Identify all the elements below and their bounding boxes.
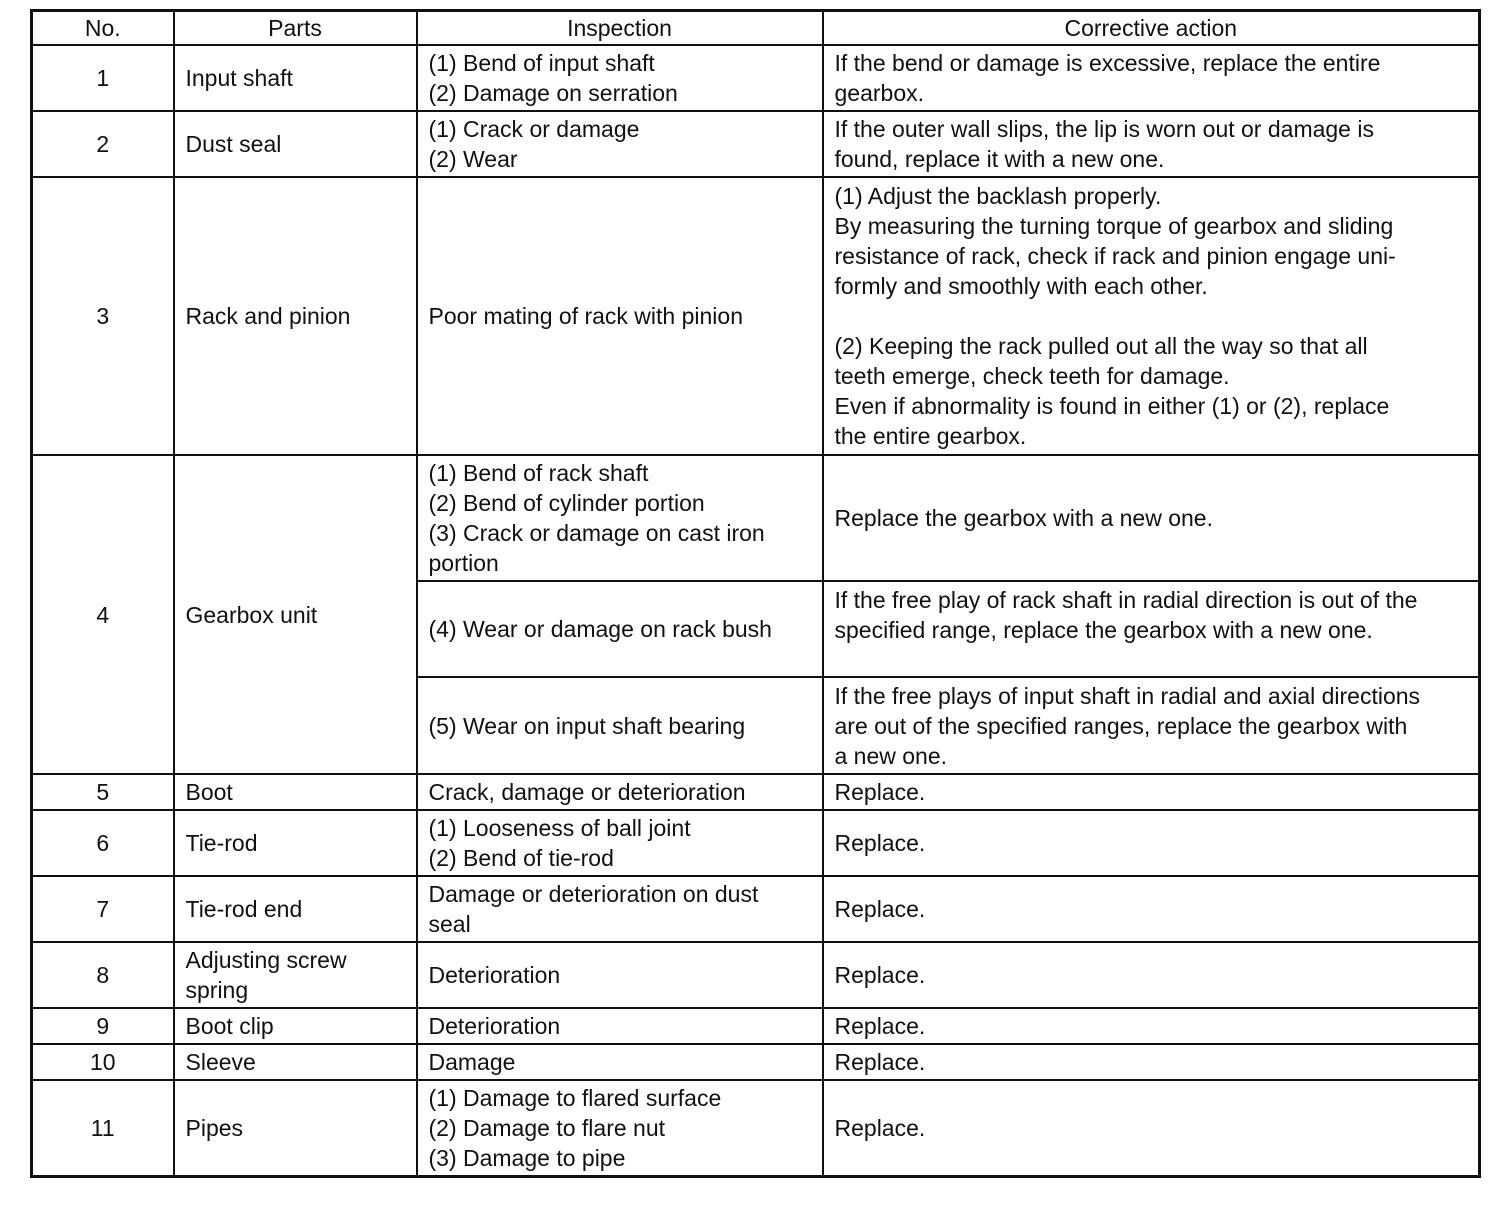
action-line: Even if abnormality is found in either (1) or (2), replace xyxy=(834,393,1390,419)
inspection-cell xyxy=(417,1008,823,1044)
header-row xyxy=(32,11,1480,46)
action-line: specified range, replace the gearbox with a new one. xyxy=(834,617,1373,643)
header-no: No. xyxy=(32,11,174,46)
inspection-line: Damage xyxy=(428,1049,516,1075)
header-inspection: Inspection xyxy=(417,11,823,46)
inspection-cell xyxy=(417,942,823,1008)
action-line: Replace. xyxy=(834,962,926,988)
action-line: If the bend or damage is excessive, replace the entire xyxy=(834,50,1381,76)
action-cell xyxy=(823,942,1480,1008)
action-cell xyxy=(823,876,1480,942)
inspection-line: seal xyxy=(428,911,471,937)
action-line: found, replace it with a new one. xyxy=(834,146,1165,172)
inspection-cell xyxy=(417,810,823,876)
row-number: 9 xyxy=(32,1008,174,1044)
part-name: Rack and pinion xyxy=(174,177,417,455)
action-line: Replace. xyxy=(834,1013,926,1039)
action-line: Replace. xyxy=(834,1114,926,1141)
inspection-cell xyxy=(417,1044,823,1080)
inspection-line: Poor mating of rack with pinion xyxy=(428,303,743,329)
action-cell xyxy=(823,1080,1480,1176)
action-line: (2) Keeping the rack pulled out all the way so that all xyxy=(834,333,1368,359)
row-number: 4 xyxy=(32,455,174,774)
table-row xyxy=(32,1080,1480,1176)
row-number: 2 xyxy=(32,111,174,177)
table-row xyxy=(32,455,1480,581)
inspection-line: (2) Damage to flare nut xyxy=(428,1114,666,1141)
part-name-line: Adjusting screw xyxy=(185,947,347,973)
action-line: formly and smoothly with each other. xyxy=(834,273,1208,299)
inspection-cell xyxy=(417,177,823,455)
inspection-cell xyxy=(417,677,823,774)
table-row xyxy=(32,1008,1480,1044)
inspection-line: (2) Bend of cylinder portion xyxy=(428,490,705,516)
row-number: 1 xyxy=(32,45,174,111)
action-line: If the outer wall slips, the lip is worn out or damage is xyxy=(834,116,1374,142)
action-line: gearbox. xyxy=(834,80,925,106)
action-line: Replace. xyxy=(834,1049,926,1075)
part-name-line: spring xyxy=(185,977,249,1003)
inspection-line: (3) Crack or damage on cast iron xyxy=(428,520,765,546)
action-line: Replace. xyxy=(834,896,926,922)
inspection-table-container xyxy=(30,9,1478,1178)
inspection-cell xyxy=(417,45,823,111)
part-name: Tie-rod end xyxy=(174,876,417,942)
row-number: 10 xyxy=(32,1044,174,1080)
inspection-line: (5) Wear on input shaft bearing xyxy=(428,712,746,739)
part-name: Pipes xyxy=(174,1080,417,1176)
table-row xyxy=(32,111,1480,177)
action-line: Replace the gearbox with a new one. xyxy=(834,505,1213,531)
inspection-cell xyxy=(417,581,823,677)
action-line: a new one. xyxy=(834,742,948,769)
table-row xyxy=(32,177,1480,455)
action-line: Replace. xyxy=(834,830,926,856)
action-cell xyxy=(823,177,1480,455)
action-line: (1) Adjust the backlash properly. xyxy=(834,183,1162,209)
paragraph-gap xyxy=(835,301,1470,331)
inspection-line: (1) Bend of rack shaft xyxy=(428,460,649,486)
inspection-line: (1) Bend of input shaft xyxy=(428,50,655,76)
inspection-line: portion xyxy=(428,550,499,576)
part-name: Dust seal xyxy=(174,111,417,177)
inspection-line: (2) Damage on serration xyxy=(428,80,678,106)
inspection-line: Deterioration xyxy=(428,962,561,988)
inspection-cell xyxy=(417,111,823,177)
action-cell xyxy=(823,455,1480,581)
action-line: If the free plays of input shaft in radial and axial directions xyxy=(834,682,1421,709)
part-name: Sleeve xyxy=(174,1044,417,1080)
part-name: Boot xyxy=(174,774,417,810)
header-corrective-action: Corrective action xyxy=(823,11,1480,46)
inspection-line: Damage or deterioration on dust xyxy=(428,881,759,907)
header-parts: Parts xyxy=(174,11,417,46)
inspection-cell xyxy=(417,455,823,581)
action-line: resistance of rack, check if rack and pinion engage uni- xyxy=(834,243,1396,269)
row-number: 5 xyxy=(32,774,174,810)
part-name: Boot clip xyxy=(174,1008,417,1044)
inspection-cell xyxy=(417,1080,823,1176)
inspection-cell xyxy=(417,876,823,942)
part-name: Input shaft xyxy=(174,45,417,111)
inspection-line: Deterioration xyxy=(428,1013,561,1039)
part-name xyxy=(174,942,417,1008)
row-number: 3 xyxy=(32,177,174,455)
row-number: 7 xyxy=(32,876,174,942)
action-line: If the free play of rack shaft in radial direction is out of the xyxy=(834,587,1418,613)
action-cell xyxy=(823,581,1480,677)
inspection-table xyxy=(30,9,1481,1178)
action-cell xyxy=(823,111,1480,177)
inspection-line: (4) Wear or damage on rack bush xyxy=(428,616,772,642)
action-line: By measuring the turning torque of gearbox and sliding xyxy=(834,213,1394,239)
inspection-line: (1) Damage to flared surface xyxy=(428,1084,722,1111)
table-row xyxy=(32,1044,1480,1080)
action-cell xyxy=(823,1044,1480,1080)
action-cell xyxy=(823,810,1480,876)
action-line: the entire gearbox. xyxy=(834,423,1027,449)
inspection-line: (2) Wear xyxy=(428,146,518,172)
action-line: teeth emerge, check teeth for damage. xyxy=(834,363,1230,389)
table-row xyxy=(32,45,1480,111)
part-name: Tie-rod xyxy=(174,810,417,876)
table-row xyxy=(32,942,1480,1008)
row-number: 6 xyxy=(32,810,174,876)
table-row xyxy=(32,810,1480,876)
action-cell xyxy=(823,45,1480,111)
row-number: 11 xyxy=(32,1080,174,1176)
table-row xyxy=(32,876,1480,942)
table-row xyxy=(32,774,1480,810)
part-name: Gearbox unit xyxy=(174,455,417,774)
action-line: Replace. xyxy=(834,779,926,805)
action-cell xyxy=(823,774,1480,810)
inspection-line: (1) Crack or damage xyxy=(428,116,640,142)
inspection-cell xyxy=(417,774,823,810)
inspection-line: (3) Damage to pipe xyxy=(428,1144,626,1171)
action-cell xyxy=(823,1008,1480,1044)
inspection-line: Crack, damage or deterioration xyxy=(428,779,746,805)
action-line: are out of the specified ranges, replace the gearbox with xyxy=(834,712,1408,739)
action-cell xyxy=(823,677,1480,774)
row-number: 8 xyxy=(32,942,174,1008)
inspection-line: (2) Bend of tie-rod xyxy=(428,845,614,871)
inspection-line: (1) Looseness of ball joint xyxy=(428,815,691,841)
